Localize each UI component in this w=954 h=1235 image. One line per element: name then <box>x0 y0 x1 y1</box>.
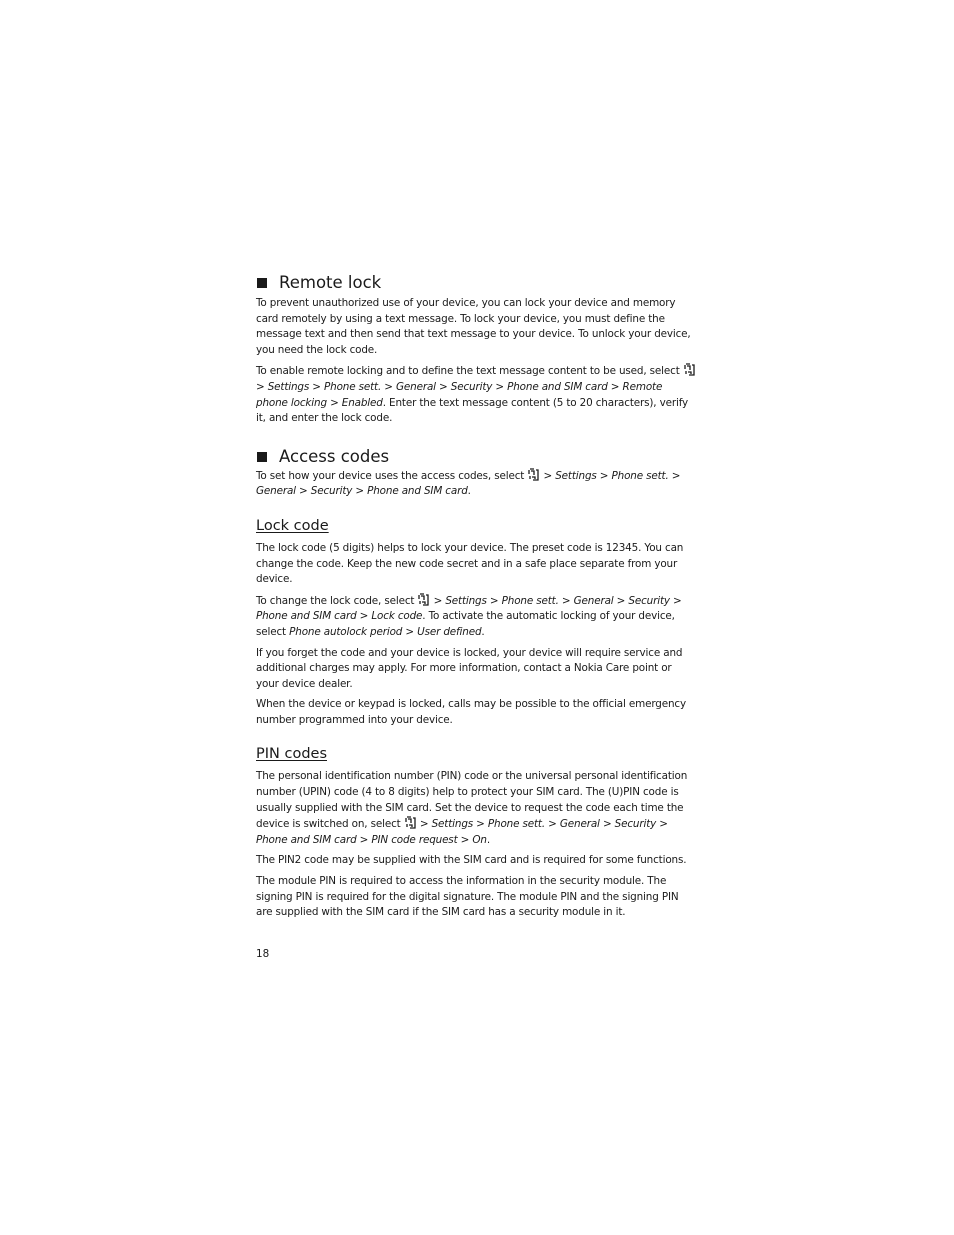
paragraph: The personal identification number (PIN) code or the universal personal identification number (UPIN) code (4 to 8 digits) help to protect your SIM card. The (U)PIN code is usually supplied with the SIM card. Set the device to request the code each time the device is switched on, select > Settings > Phone sett. > General > Security > Phone and SIM card > PIN code request > On. <box>256 770 688 846</box>
heading-bullet <box>257 452 267 462</box>
subsection-heading-pin-codes: PIN codes <box>256 746 327 763</box>
paragraph: To enable remote locking and to define the text message content to be used, select > Settings > Phone sett. > General > Security > Phone and SIM card > Remote phone locking > Enabled. Enter the text message content (5 to 20 characters), verify it, and enter the lock code. <box>256 363 696 426</box>
paragraph: When the device or keypad is locked, calls may be possible to the official emergency number programmed into your device. <box>256 698 686 726</box>
section-title: Remote lock <box>279 273 382 292</box>
paragraph: To change the lock code, select > Settings > Phone sett. > General > Security > Phone and SIM card > Lock code. To activate the automatic locking of your device, select Phone autolock period > User defined. <box>256 594 682 638</box>
paragraph: The PIN2 code may be supplied with the SIM card and is required for some functions. <box>256 854 687 867</box>
paragraph: The lock code (5 digits) helps to lock your device. The preset code is 12345. You can change the code. Keep the new code secret and in a safe place separate from your device. <box>256 541 684 586</box>
section-heading-remote-lock <box>256 272 696 294</box>
paragraph: The module PIN is required to access the information in the security module. The signing PIN is required for the digital signature. The module PIN and the signing PIN are supplied with the SIM card if the SIM card has a security module in it. <box>256 875 679 919</box>
section-heading-access-codes <box>256 446 696 468</box>
subsection-heading-lock-code: Lock code <box>256 517 329 534</box>
heading-bullet <box>257 278 267 288</box>
page-number: 18 <box>256 948 270 960</box>
menu-key-icon <box>418 593 429 606</box>
paragraph: If you forget the code and your device is locked, your device will require service and additional charges may apply. For more information, contact a Nokia Care point or your device dealer. <box>256 646 683 690</box>
section-title: Access codes <box>279 446 390 466</box>
paragraph: To prevent unauthorized use of your device, you can lock your device and memory card remotely by using a text message. To lock your device, you must define the message text and then send that text message to your device. To unlock your device, you need the lock code. <box>256 297 691 356</box>
paragraph: To set how your device uses the access codes, select > Settings > Phone sett. > General > Security > Phone and SIM card. <box>256 469 681 498</box>
menu-key-icon <box>528 468 539 481</box>
menu-key-icon <box>405 816 416 829</box>
page-content <box>256 272 696 921</box>
menu-key-icon <box>684 363 695 376</box>
